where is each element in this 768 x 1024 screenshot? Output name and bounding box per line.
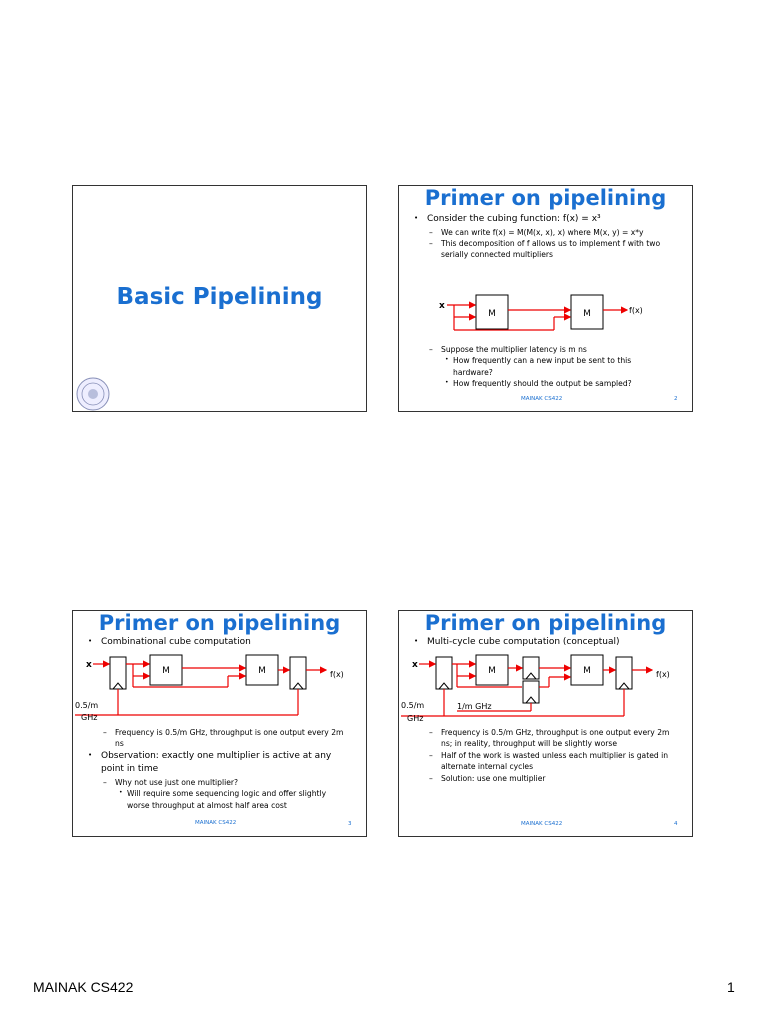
output-label: f(x)	[330, 670, 344, 679]
combinational-diagram	[73, 653, 367, 723]
slide-title: Primer on pipelining	[424, 611, 667, 635]
mid-latch-1	[523, 657, 539, 679]
slide-1	[72, 185, 367, 412]
slide-body-lower	[399, 727, 692, 784]
sub-sub-bullet: • How frequently should the output be sampled?	[399, 378, 692, 389]
clock-label-line2: GHz	[81, 713, 98, 722]
sub-bullet-cont: ns	[115, 739, 124, 749]
slide-number: 3	[348, 821, 352, 827]
sub-bullet-cont: alternate internal cycles	[441, 762, 534, 772]
page-footer-course: MAINAK CS422	[33, 979, 134, 995]
sub-bullet: – Why not use just one multiplier?	[73, 777, 366, 788]
output-label: f(x)	[656, 670, 670, 679]
sub-sub-bullet-cont: hardware?	[453, 367, 493, 377]
slide-body-lower	[73, 727, 366, 811]
multiplier-1-label: M	[488, 666, 496, 676]
sub-sub-bullet-cont: worse throughput at almost half area cost	[127, 800, 287, 810]
input-latch	[110, 657, 126, 689]
slide-footer: MAINAK CS422	[521, 396, 563, 402]
inner-clock-label: 1/m GHz	[457, 702, 492, 711]
slide-3	[72, 610, 367, 837]
multiplier-2-label: M	[583, 309, 591, 319]
sub-bullet: – We can write f(x) = M(M(x, x), x) where M(x, y) = x*y	[399, 227, 692, 238]
slide-4	[398, 610, 693, 837]
sub-bullet: – Frequency is 0.5/m GHz, throughput is one output every 2m	[73, 727, 366, 738]
mid-latch-2	[523, 681, 539, 703]
page-number: 1	[727, 979, 735, 995]
bullet: • Consider the cubing function: f(x) = x³	[399, 213, 692, 227]
slide-number: 2	[674, 396, 678, 402]
slide-title: Primer on pipelining	[98, 611, 341, 635]
bullet-cont: point in time	[101, 764, 159, 775]
clock-label-line1: 0.5/m	[75, 701, 99, 710]
slide-2	[398, 185, 693, 412]
sub-bullet: – Half of the work is wasted unless each multiplier is gated in	[399, 750, 692, 761]
institute-seal-icon	[75, 376, 111, 412]
sub-bullet: – This decomposition of f allows us to implement f with two	[399, 238, 692, 249]
sub-bullet: – Solution: use one multiplier	[399, 773, 692, 784]
sub-bullet: – Frequency is 0.5/m GHz, throughput is one output every 2m	[399, 727, 692, 738]
input-label: x	[439, 301, 445, 311]
slide-footer: MAINAK CS422	[195, 820, 237, 826]
slide-footer: MAINAK CS422	[521, 821, 563, 827]
sub-bullet-cont: ns; in reality, throughput will be slightly worse	[441, 739, 618, 749]
input-latch	[436, 657, 452, 689]
bullet: • Observation: exactly one multiplier is active at any	[73, 750, 366, 764]
sub-sub-bullet: • Will require some sequencing logic and offer slightly	[73, 788, 366, 799]
slide-body	[399, 636, 692, 650]
slide-title: Primer on pipelining	[424, 186, 667, 210]
multiplier-diagram	[399, 290, 693, 342]
output-label: f(x)	[629, 306, 643, 315]
clock-label-line2: GHz	[407, 714, 424, 723]
multiplier-2-label: M	[258, 666, 266, 676]
output-latch	[290, 657, 306, 689]
multiplier-1-label: M	[162, 666, 170, 676]
output-latch	[616, 657, 632, 689]
sub-bullet: – Suppose the multiplier latency is m ns	[399, 344, 692, 355]
clock-label-line1: 0.5/m	[401, 701, 425, 710]
slide-title: Basic Pipelining	[116, 284, 323, 310]
multiplier-2-label: M	[583, 666, 591, 676]
multicycle-diagram	[399, 653, 693, 723]
slide-body	[399, 213, 692, 261]
input-label: x	[86, 660, 92, 670]
input-label: x	[412, 660, 418, 670]
sub-sub-bullet: • How frequently can a new input be sent to this	[399, 355, 692, 366]
slide-number: 4	[674, 821, 678, 827]
slide-body	[73, 636, 366, 650]
slide-body-lower	[399, 344, 692, 390]
sub-bullet-cont: serially connected multipliers	[441, 250, 554, 260]
multiplier-1-label: M	[488, 309, 496, 319]
bullet: • Combinational cube computation	[73, 636, 366, 650]
bullet: • Multi-cycle cube computation (conceptual)	[399, 636, 692, 650]
